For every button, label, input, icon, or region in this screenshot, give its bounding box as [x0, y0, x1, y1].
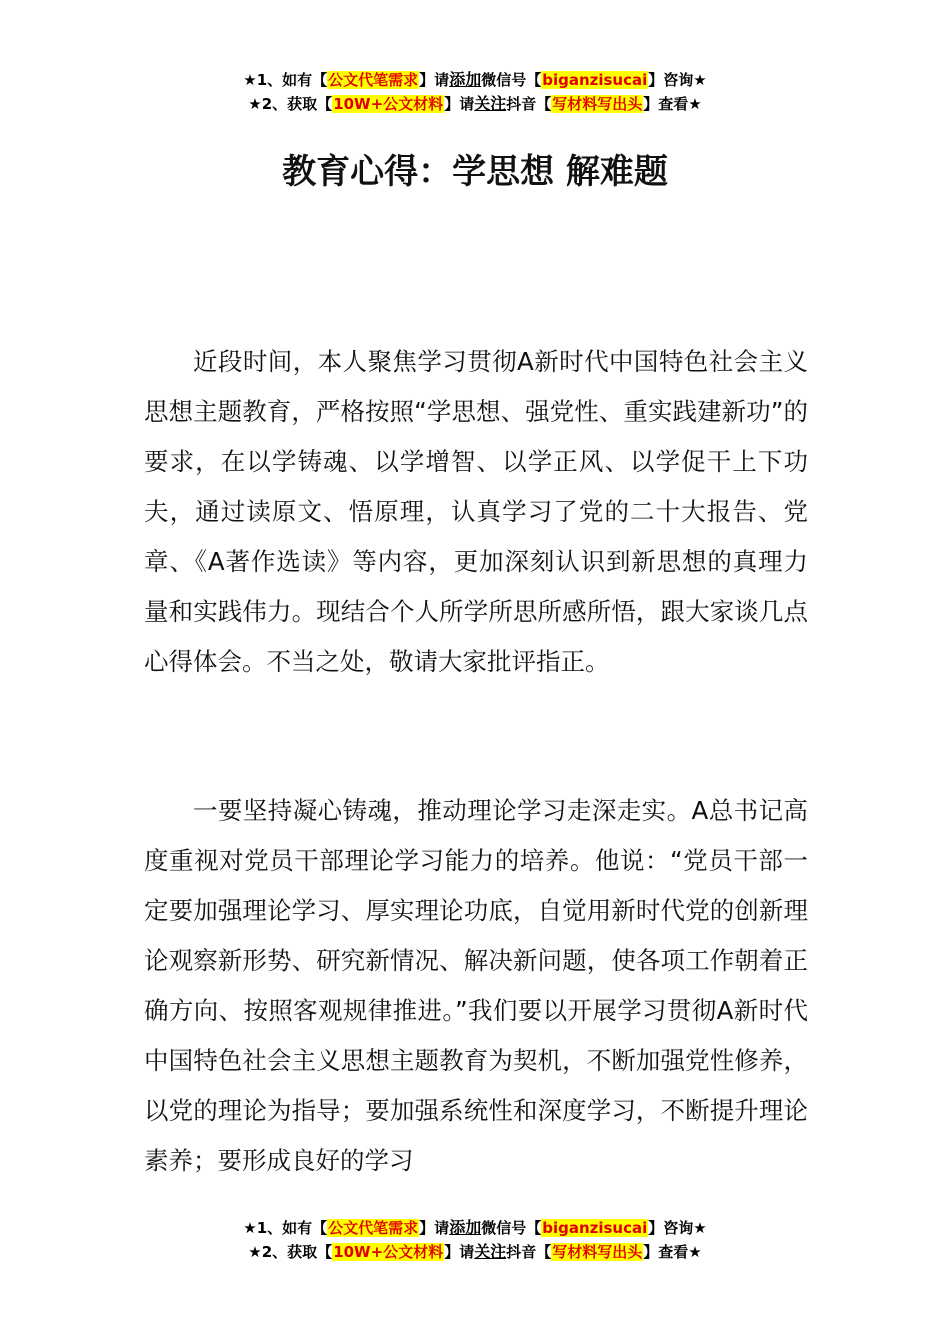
header-ad-banner [0, 68, 950, 116]
emphasis-add: 添加 [449, 70, 482, 89]
highlight-douyin-account: 写材料写出头 [552, 1243, 643, 1261]
highlight-materials: 10W+公文材料 [333, 95, 444, 113]
footer-ad-banner [0, 1216, 950, 1264]
ad-line-2: ★2、获取【10W+公文材料】请关注抖音【写材料写出头】查看★ [248, 1242, 702, 1261]
ad-line-1: ★1、如有【公文代笔需求】请添加微信号【biganzisucai】咨询★ [243, 70, 707, 89]
document-title: 教育心得：学思想 解难题 [282, 152, 668, 192]
ad-line-2: ★2、获取【10W+公文材料】请关注抖音【写材料写出头】查看★ [248, 94, 702, 113]
emphasis-follow: 关注 [474, 94, 507, 113]
emphasis-add: 添加 [449, 1218, 482, 1237]
highlight-service: 公文代笔需求 [328, 1219, 419, 1237]
emphasis-follow: 关注 [474, 1242, 507, 1261]
body-paragraph-2: 一要坚持凝心铸魂，推动理论学习走深走实。A总书记高度重视对党员干部理论学习能力的培养。他说：“党员干部一定要加强理论学习、厚实理论功底，自觉用新时代党的创新理论观察新形势、研究新情况、解决新问题，使各项工作朝着正确方向、按照客观规律推进。”我们要以开展学习贯彻A新时代中国特色社会主义思想主题教育为契机，不断加强党性修养，以党的理论为指导；要加强系统性和深度学习，不断提升理论素养；要形成良好的学习 [144, 796, 808, 1175]
highlight-wechat-id: biganzisucai [542, 71, 648, 89]
highlight-wechat-id: biganzisucai [542, 1219, 648, 1237]
body-paragraph-1: 近段时间，本人聚焦学习贯彻A新时代中国特色社会主义思想主题教育，严格按照“学思想、强党性、重实践建新功”的要求，在以学铸魂、以学增智、以学正风、以学促干上下功夫，通过读原文、悟原理，认真学习了党的二十大报告、党章、《A著作选读》等内容，更加深刻认识到新思想的真理力量和实践伟力。现结合个人所学所思所感所悟，跟大家谈几点心得体会。不当之处，敬请大家批评指正。 [144, 347, 808, 676]
highlight-materials: 10W+公文材料 [333, 1243, 444, 1261]
highlight-douyin-account: 写材料写出头 [552, 95, 643, 113]
highlight-service: 公文代笔需求 [328, 71, 419, 89]
ad-line-1: ★1、如有【公文代笔需求】请添加微信号【biganzisucai】咨询★ [243, 1218, 707, 1237]
